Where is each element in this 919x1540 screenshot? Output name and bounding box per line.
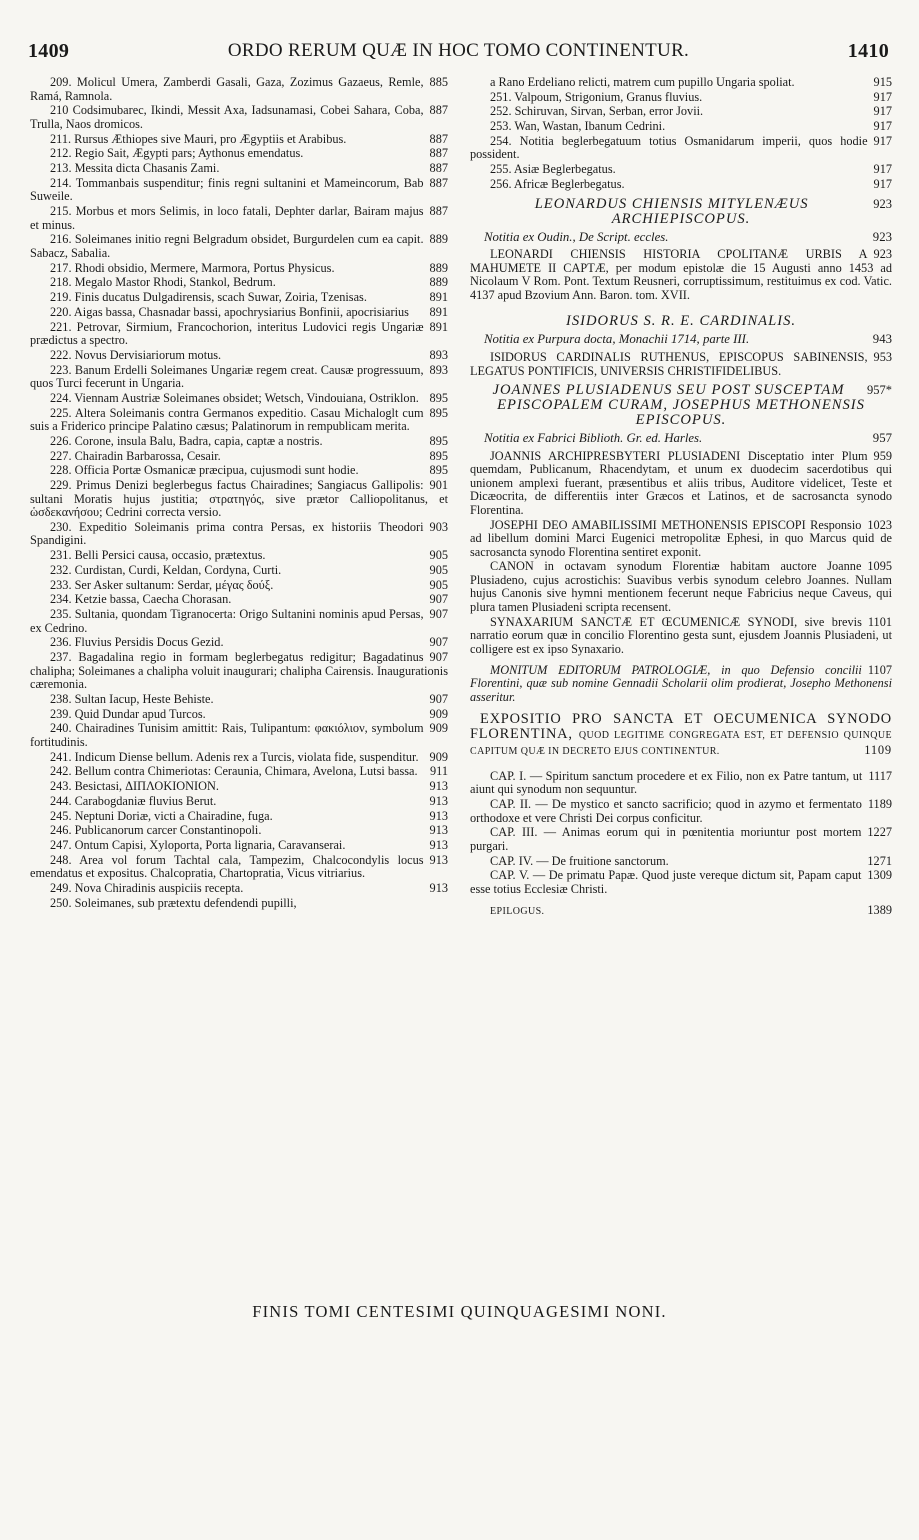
entry-text: 219. Finis ducatus Dulgadirensis, scach Suwar, Zoiria, Tzenisas. [50, 290, 367, 305]
volume-end-note: FINIS TOMI CENTESIMI QUINQUAGESIMI NONI. [252, 1302, 667, 1321]
entry-text: CAP. III. — Animas eorum qui in pœnitentia moriuntur post mortem purgari. [470, 825, 862, 853]
toc-entry [30, 464, 448, 478]
toc-entry [30, 349, 448, 363]
page-ref: 913 [429, 823, 448, 838]
right-column [470, 76, 892, 919]
toc-entry [30, 147, 448, 161]
page-ref: 917 [873, 89, 892, 104]
toc-entry [30, 392, 448, 406]
entry-text: 255. Asiæ Beglerbegatus. [490, 162, 616, 177]
page-ref: 957 [872, 431, 892, 446]
toc-entry [30, 205, 448, 232]
page-ref: 885 [429, 75, 448, 89]
notitia-line: 943 Notitia ex Purpura docta, Monachii 1714, parte III. [484, 332, 892, 347]
entry-text: 223. Banum Erdelli Soleimanes Ungariæ regem creat. Causæ progressuum, quos Turci fecerunt in Ungaria. [30, 362, 424, 391]
toc-entry [470, 869, 892, 896]
entry-text: 242. Bellum contra Chimeriotas: Ceraunia, Chimara, Avelona, Lutsi bassa. [50, 764, 418, 779]
toc-entry [30, 291, 448, 305]
toc-entry [30, 233, 448, 260]
page-ref: 893 [429, 347, 448, 362]
entry-text: CAP. V. — De primatu Papæ. Quod juste vereque dictum sit, Papam caput esse totius Ecclesiæ Christi. [470, 868, 862, 896]
toc-entry [470, 826, 892, 853]
page-ref: 1101 [867, 614, 892, 629]
entry-text: JOANNIS ARCHIPRESBYTERI PLUSIADENI Disceptatio inter Plum quemdam, Publicanum, Rhacendytam, et unum ex duodecim sacerdotibus qui unionem amplexi fuerant, præsentibus et aliis tribus, Auditore videlicet, Teste et Dicæocrita, de differentiis inter Græcos et Latinos, et de sacrosancta synodo Florentina. [470, 448, 892, 517]
toc-entry [30, 76, 448, 103]
toc-entry [470, 120, 892, 134]
notitia-line: 957 Notitia ex Fabrici Biblioth. Gr. ed. Harles. [484, 431, 892, 446]
entry-text: 217. Rhodi obsidio, Mermere, Marmora, Portus Physicus. [50, 260, 335, 275]
page-ref: 1023 [867, 517, 892, 532]
page-ref: 1117 [868, 768, 892, 783]
page-ref: 887 [429, 204, 448, 219]
entry-text: SYNAXARIUM SANCTÆ ET ŒCUMENICÆ SYNODI, sive brevis narratio eorum quæ in concilio Florentino gesta sunt, ejusdem Joannis Plusiadeni, ut colligere est ex ipso Synaxario. [470, 614, 892, 656]
page-ref: 891 [429, 304, 448, 319]
toc-entry [30, 882, 448, 896]
entry-text: 254. Notitia beglerbegatuum totius Osmanidarum imperii, quos hodie possident. [470, 133, 868, 162]
entry-text: 210 Codsimubarec, Ikindi, Messit Axa, Iadsunamasi, Cobei Sahara, Coba, Trulla, Naos dromicos. [30, 103, 424, 131]
toc-entry [30, 593, 448, 607]
page-ref: 1309 [867, 868, 892, 883]
page-header [28, 36, 889, 70]
running-title: ORDO RERUM QUÆ IN HOC TOMO CONTINENTUR. [227, 40, 690, 61]
toc-entry [30, 276, 448, 290]
page-number-right: 1410 [847, 40, 889, 62]
section-heading-leonardus: 923 LEONARDUS CHIENSIS MITYLENÆUS ARCHIEPISCOPUS. [534, 195, 892, 227]
entry-text: 237. Bagadalina regio in formam beglerbegatus redigitur; Bagadatinus chalipha; Soleimanes a chalipha voluit inaugurari; chalipha Cairensis. Inaugurationis cæremonia. [30, 650, 448, 692]
entry-text: 224. Viennam Austriæ Soleimanes obsidet; Wetsch, Vindouiana, Ostriklon. [50, 390, 419, 405]
page-ref: 911 [430, 764, 448, 779]
page-ref: 953 [873, 349, 892, 364]
page-ref: 887 [429, 131, 448, 146]
entry-text: CAP. II. — De mystico et sancto sacrificio; quod in azymo et fermentato orthodoxe et vere Christi Dei corpus conficitur. [470, 796, 862, 825]
page-ref: 905 [429, 577, 448, 592]
page-ref: 917 [873, 162, 892, 177]
entry-text: 246. Publicanorum carcer Constantinopoli. [50, 823, 262, 838]
entry-text: 251. Valpoum, Strigonium, Granus fluvius. [490, 89, 703, 104]
toc-entry: 923 LEONARDI CHIENSIS HISTORIA CPOLITANÆ URBIS A MAHUMETE II CAPTÆ, per modum epistolæ die 15 Augusti anno 1453 ad Nicolaum V Rom. Pont. Textum Reusneri, corruptissimum, restituimus ex cod. Vatic. 4137 apud Bzovium Ann. Baron. tom. XVII. [470, 247, 892, 302]
page-ref: 917 [873, 104, 892, 119]
page-ref: 895 [429, 390, 448, 405]
entry-text: 212. Regio Sait, Ægypti pars; Aythonus emendatus. [50, 146, 304, 161]
entry-text: 214. Tommanbais suspenditur; finis regni sultanini et Mameincorum, Bab Suweile. [30, 175, 424, 204]
entry-text: 244. Carabogdaniæ fluvius Berut. [50, 793, 217, 808]
page-ref: 891 [429, 290, 448, 305]
entry-text: CANON in octavam synodum Florentiæ habitam auctore Joanne Plusiadeno, cujus acrostichis: Suavibus verbis synodum celebro Joannes. Nullam hujus Canonis sive hymni mentionem fecerunt neque Fabricius neque Caveus, qui plura tamen Plusiadeni scripta recensent. [470, 559, 892, 614]
entry-text: 220. Aigas bassa, Chasnadar bassi, apochrysiarius Bonfinii, apocrisiarius [50, 304, 409, 319]
page-ref: 895 [429, 433, 448, 448]
entry-text: 213. Messita dicta Chasanis Zami. [50, 161, 220, 176]
page-ref: 895 [429, 463, 448, 478]
toc-entry [30, 435, 448, 449]
page-ref: 893 [429, 362, 448, 377]
entry-text: 216. Soleimanes initio regni Belgradum obsidet, Burgurdelen cum ea capit. Sabacz, Sabalia. [30, 232, 424, 260]
toc-entry [30, 765, 448, 779]
page-ref: 959 [873, 448, 892, 463]
page-ref: 913 [429, 808, 448, 823]
page-ref: 1271 [867, 853, 892, 868]
entry-text: 236. Fluvius Persidis Docus Gezid. [50, 635, 224, 650]
page-ref: 891 [429, 319, 448, 334]
page-ref: 889 [429, 232, 448, 247]
toc-entry [30, 708, 448, 722]
page-ref: 917 [873, 133, 892, 148]
page-number-left: 1409 [28, 40, 70, 62]
page-ref: 913 [429, 881, 448, 896]
section-heading-joannes: 957* JOANNES PLUSIADENUS SEU POST SUSCEPTAM EPISCOPALEM CURAM, JOSEPHUS METHONENSIS EPISCOPUS. [492, 382, 892, 429]
page-ref: 887 [429, 146, 448, 161]
toc-entry [30, 104, 448, 131]
entry-text: 218. Megalo Mastor Rhodi, Stankol, Bedrum. [50, 275, 276, 290]
page-ref: 887 [429, 175, 448, 190]
page-ref: 907 [429, 691, 448, 706]
page-ref: 907 [429, 635, 448, 650]
entry-text: JOSEPHI DEO AMABILISSIMI METHONENSIS EPISCOPI Responsio ad libellum domini Marci Eugenici metropolitæ Ephesi, in quo Marcus quid de sacrosancta synodo Florentina sentiret exponit. [470, 517, 892, 559]
entry-text: 221. Petrovar, Sirmium, Francochorion, interitus Ludovici regis Ungariæ prædictus a spectro. [30, 319, 424, 348]
entry-text: 211. Rursus Æthiopes sive Mauri, pro Ægyptiis et Arabibus. [50, 131, 347, 146]
toc-entry [30, 780, 448, 794]
page-ref: 1109 [864, 743, 892, 758]
entry-text: 250. Soleimanes, sub prætextu defendendi pupilli, [50, 895, 297, 910]
page-ref: 1095 [867, 559, 892, 574]
toc-entry [30, 177, 448, 204]
page-ref: 1227 [867, 825, 892, 840]
left-column [30, 76, 448, 912]
entry-text: 247. Ontum Capisi, Xyloporta, Porta lignaria, Caravanserai. [50, 838, 346, 853]
page-ref: 909 [429, 706, 448, 721]
entry-text: 252. Schiruvan, Sirvan, Serban, error Jovii. [490, 104, 704, 119]
page-ref: 889 [429, 260, 448, 275]
toc-entry [30, 321, 448, 348]
entry-text: CAP. I. — Spiritum sanctum procedere et ex Filio, non ex Patre tantum, ut aiunt qui synodum non sequuntur. [470, 768, 863, 797]
section-heading-isidorus: ISIDORUS S. R. E. CARDINALIS. [565, 313, 797, 330]
page-ref: 913 [429, 852, 448, 867]
entry-text: 232. Curdistan, Curdi, Keldan, Cordyna, Curti. [50, 562, 282, 577]
toc-entry [30, 479, 448, 520]
entry-text: 234. Ketzie bassa, Caecha Chorasan. [50, 592, 232, 607]
toc-entry [470, 770, 892, 797]
entry-text: 238. Sultan Iacup, Heste Behiste. [50, 691, 214, 706]
page-ref: 907 [429, 607, 448, 622]
entry-text: 228. Officia Portæ Osmanicæ præcipua, cujusmodi sunt hodie. [50, 463, 359, 478]
epilogus-entry: 1389 EPILOGUS. [490, 902, 892, 917]
toc-entry [470, 91, 892, 105]
toc-entry [30, 897, 448, 911]
page-ref: 957* [867, 383, 892, 398]
page-ref: 887 [429, 103, 448, 118]
toc-entry [30, 839, 448, 853]
entry-text: 243. Besictasi, ΔΙΠΛΟΚΙΟΝΙΟΝ. [50, 779, 219, 794]
toc-entry [30, 579, 448, 593]
entry-text: 248. Area vol forum Tachtal cala, Tampezim, Chalcocondylis locus emendatus et expositus. Chalcopratia, Chartopratia, Vicus vitriarius. [30, 852, 424, 881]
page-ref: 923 [873, 196, 892, 211]
toc-entry [470, 450, 892, 518]
toc-entry [470, 163, 892, 177]
page-ref: 917 [873, 176, 892, 191]
toc-entry [470, 855, 892, 869]
page-ref: 895 [429, 405, 448, 420]
toc-entry [30, 564, 448, 578]
toc-entry [30, 810, 448, 824]
page-ref: 905 [429, 562, 448, 577]
toc-entry [470, 135, 892, 162]
toc-entry [470, 178, 892, 192]
page-ref: 913 [429, 793, 448, 808]
toc-entry: 953 ISIDORUS CARDINALIS RUTHENUS, EPISCOPUS SABINENSIS, LEGATUS PONTIFICIS, UNIVERSIS CHRISTIFIDELIBUS. [470, 349, 892, 378]
entry-text: 253. Wan, Wastan, Ibanum Cedrini. [490, 119, 666, 134]
entry-text: 209. Molicul Umera, Zamberdi Gasali, Gaza, Zozimus Gazaeus, Remle, Ramá, Ramnola. [30, 75, 424, 103]
notitia-line: 923 Notitia ex Oudin., De Script. eccles. [484, 229, 892, 244]
monitum-entry: 1107 MONITUM EDITORUM PATROLOGIÆ, in quo Defensio concilii Florentini, quæ sub nomine Gennadii Scholarii olim prodierat, Josepho Methonensi asseritur. [470, 662, 892, 704]
page-ref: 917 [873, 119, 892, 134]
page-ref: 907 [429, 592, 448, 607]
entry-text: 222. Novus Dervisiariorum motus. [50, 347, 222, 362]
toc-entry [30, 364, 448, 391]
entry-text: 245. Neptuni Doriæ, victi a Chairadine, fuga. [50, 808, 273, 823]
page-ref: 887 [429, 161, 448, 176]
toc-entry [470, 105, 892, 119]
entry-text: 256. Africæ Beglerbegatus. [490, 176, 625, 191]
page-ref: 907 [429, 650, 448, 665]
entry-text: CAP. IV. — De fruitione sanctorum. [490, 853, 669, 868]
entry-text: 241. Indicum Diense bellum. Adenis rex a Turcis, violata fide, suspenditur. [50, 749, 419, 764]
page-ref: 909 [429, 749, 448, 764]
toc-entry [30, 262, 448, 276]
entry-text: 226. Corone, insula Balu, Badra, capia, captæ a nostris. [50, 433, 323, 448]
entry-text: 249. Nova Chiradinis auspiciis recepta. [50, 881, 244, 896]
entry-text: 235. Sultania, quondam Tigranocerta: Origo Sultanini nominis apud Persas, ex Cedrino. [30, 607, 424, 635]
entry-text: 239. Quid Dundar apud Turcos. [50, 706, 206, 721]
entry-text: a Rano Erdeliano relicti, matrem cum pupillo Ungaria spoliat. [490, 75, 795, 89]
toc-entry [470, 76, 892, 90]
toc-entry [30, 795, 448, 809]
toc-entry [30, 450, 448, 464]
entry-text: 227. Chairadin Barbarossa, Cesair. [50, 448, 221, 463]
section-heading-expositio: EXPOSITIO PRO SANCTA ET OECUMENICA SYNODO FLORENTINA, QUOD LEGITIME CONGREGATA EST, ET DEFENSIO QUINQUE CAPITUM QUÆ IN DECRETO EJUS CONTINENTUR. 1109 [470, 711, 892, 758]
page-ref: 909 [429, 721, 448, 736]
toc-entry [30, 133, 448, 147]
toc-entry [30, 651, 448, 692]
entry-text: 231. Belli Persici causa, occasio, prætextus. [50, 548, 266, 563]
page-ref: 903 [429, 519, 448, 534]
page-ref: 913 [429, 838, 448, 853]
page-ref: 943 [872, 332, 892, 347]
toc-entry [30, 306, 448, 320]
toc-entry [30, 162, 448, 176]
page-ref: 1189 [867, 796, 892, 811]
page-ref: 1107 [867, 662, 892, 677]
toc-entry [30, 608, 448, 635]
toc-entry [30, 549, 448, 563]
toc-entry [470, 616, 892, 657]
toc-entry [30, 722, 448, 749]
entry-text: 225. Altera Soleimanis contra Germanos expeditio. Casau Michaloglt cum suis a Friderico principe Palatino cæsus; Palatinorum in rempublicam merita. [30, 405, 424, 434]
toc-entry [30, 854, 448, 881]
toc-entry [30, 751, 448, 765]
toc-entry [30, 521, 448, 548]
page-ref: 913 [429, 779, 448, 794]
toc-entry [470, 519, 892, 560]
page-ref: 923 [873, 247, 892, 262]
toc-entry [30, 693, 448, 707]
entry-text: 240. Chairadines Tunisim amittit: Rais, Tulipantum: φακιόλιον, symbolum fortitudinis. [30, 721, 424, 749]
entry-text: 230. Expeditio Soleimanis prima contra Persas, ex historiis Theodori Spandigini. [30, 519, 424, 548]
entry-text: 233. Ser Asker sultanum: Serdar, μέγας δούξ. [50, 577, 274, 592]
page-ref: 915 [873, 75, 892, 89]
toc-entry [470, 560, 892, 614]
page-ref: 1389 [867, 902, 892, 917]
page-ref: 923 [872, 229, 892, 244]
toc-entry [30, 407, 448, 434]
page-ref: 905 [429, 548, 448, 563]
page-ref: 901 [429, 478, 448, 493]
toc-entry [30, 636, 448, 650]
entry-text: 215. Morbus et mors Selimis, in loco fatali, Dephter darlar, Bairam majus et minus. [30, 204, 424, 232]
page-ref: 889 [429, 275, 448, 290]
toc-entry [30, 824, 448, 838]
entry-text: 229. Primus Denizi beglerbegus factus Chairadines; Sangiacus Gallipolis: sultani Moratis hujus justitia; στρατηγός, sive prætor Calliopolitanus, et ὡσδεκανήσου; Cedrini correcta versio. [30, 478, 448, 520]
page-ref: 895 [429, 448, 448, 463]
toc-entry [470, 798, 892, 825]
